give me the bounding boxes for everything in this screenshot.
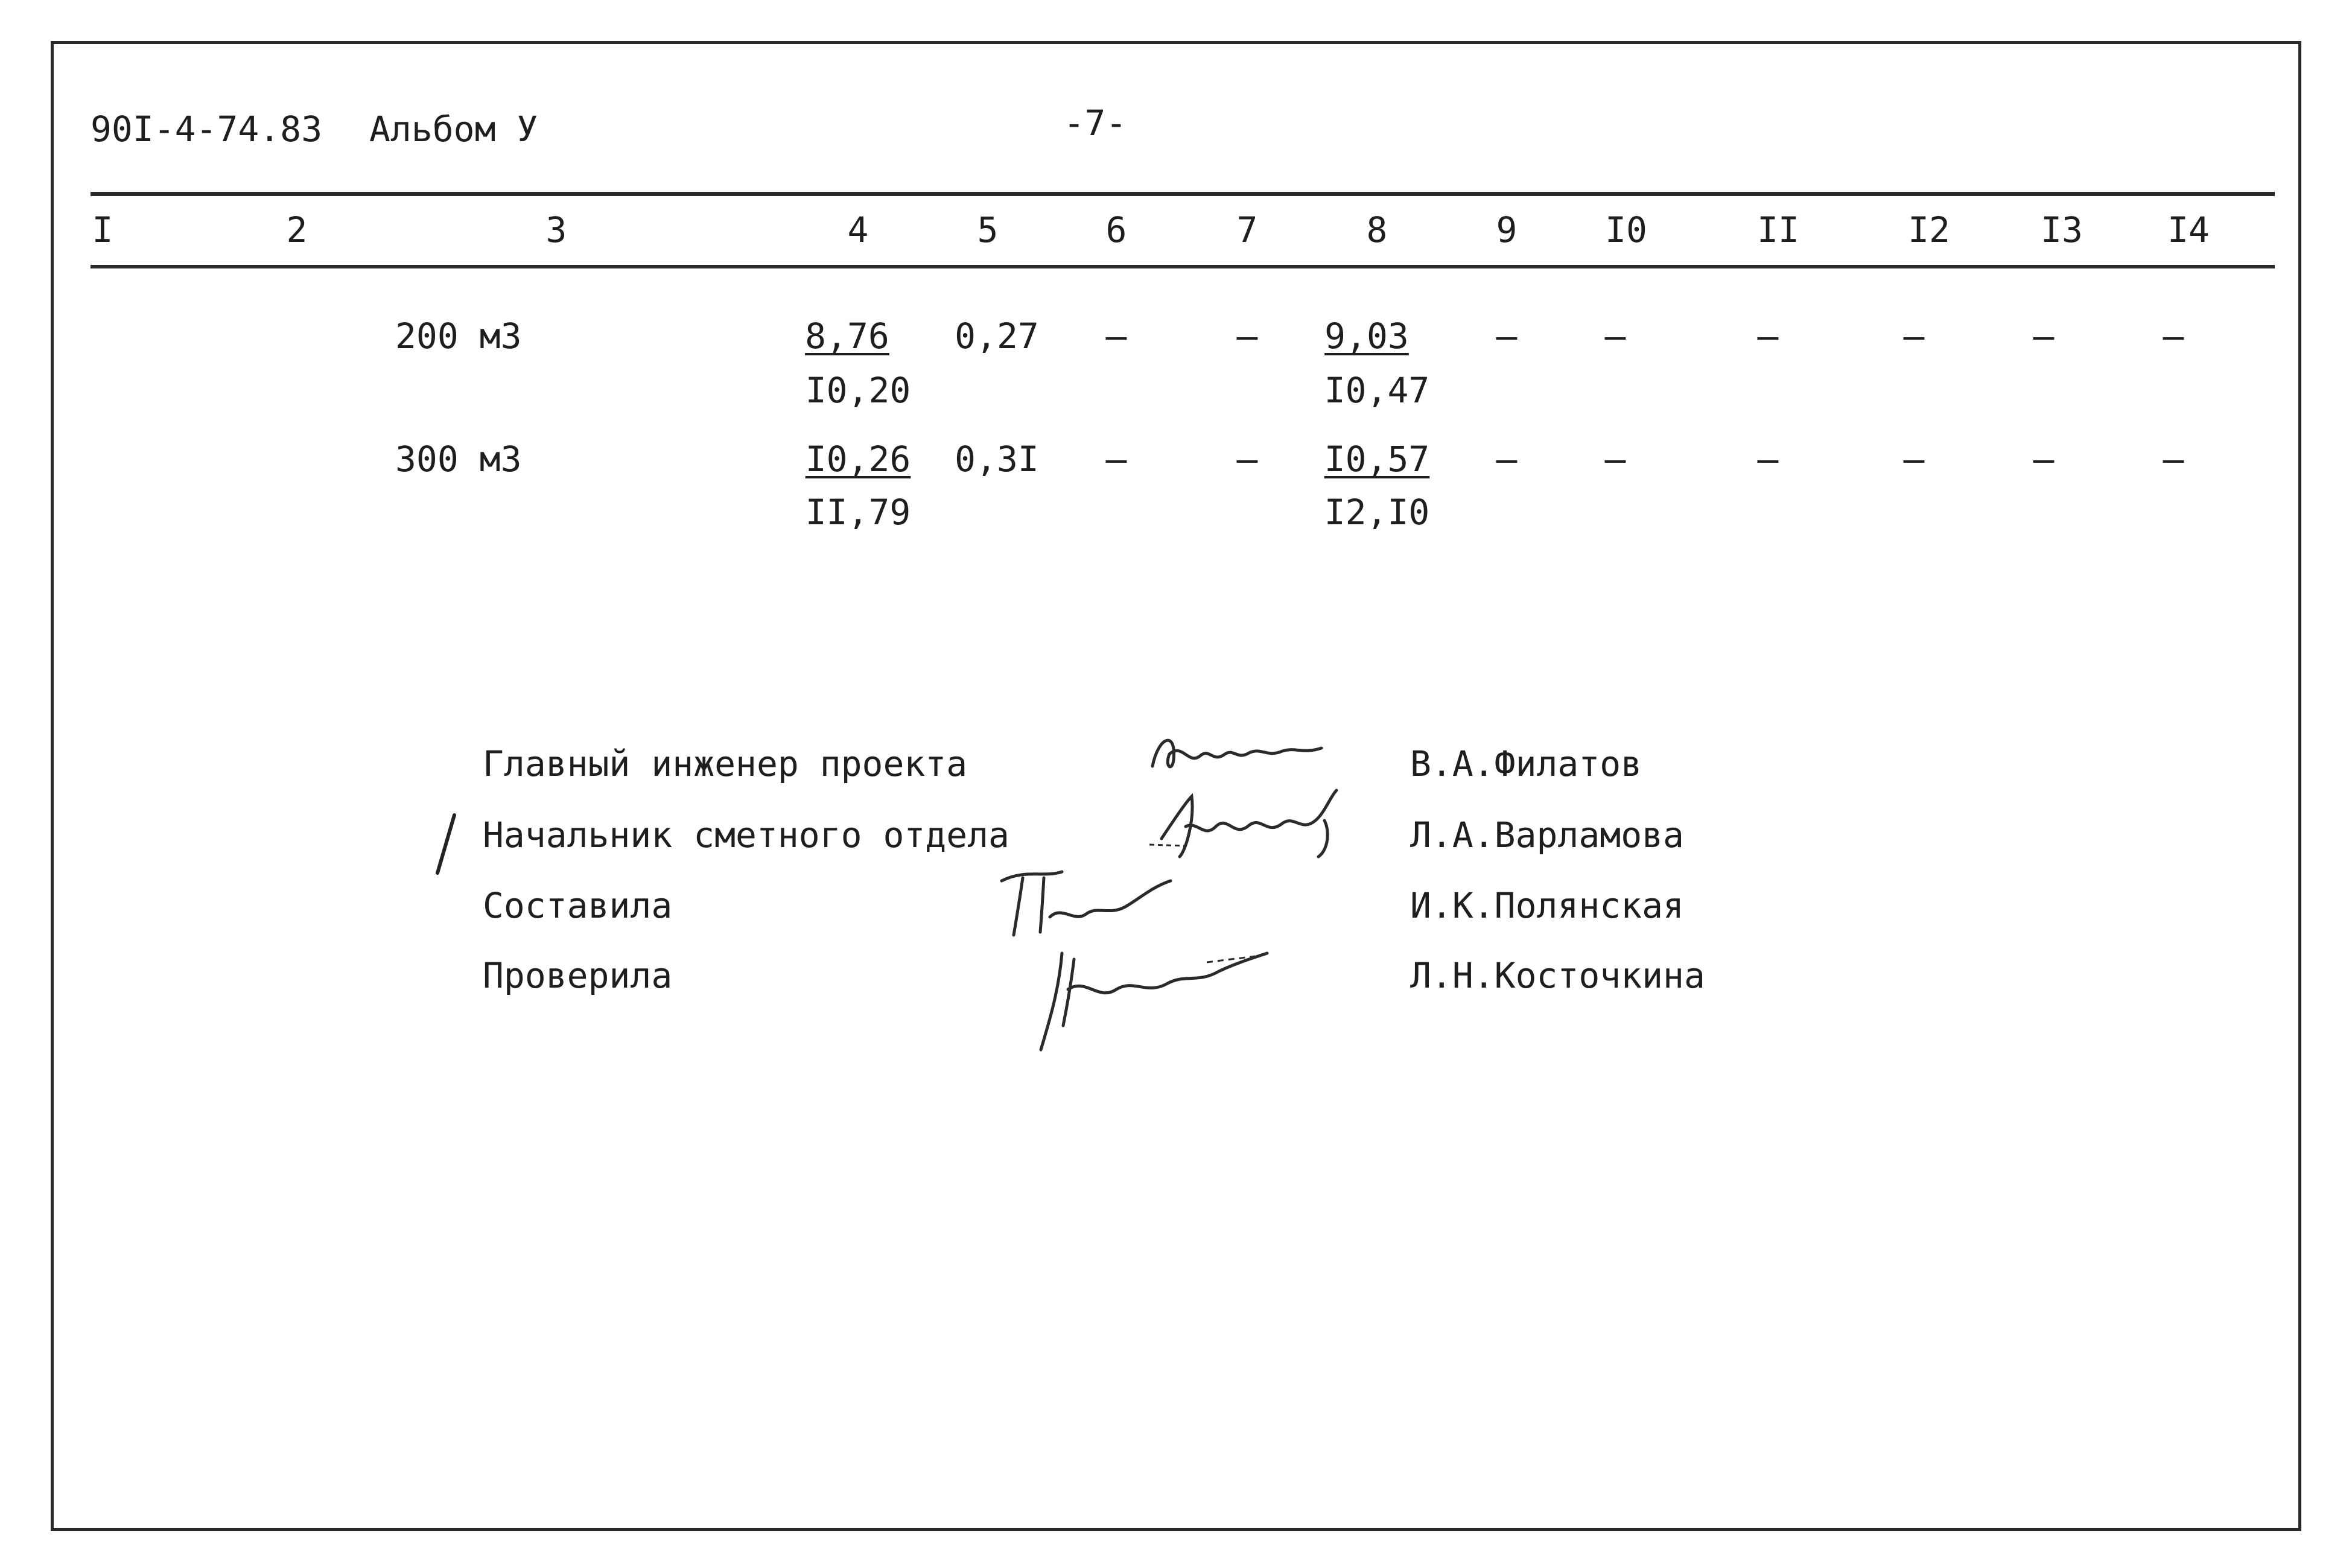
signature-name: Л.А.Варламова (1410, 814, 1684, 855)
cell-c14: – (2163, 439, 2184, 480)
column-header: I (92, 209, 113, 250)
cell-c4-bottom: I0,20 (805, 370, 911, 411)
cell-c4-bottom: II,79 (805, 492, 911, 533)
handwritten-signature (990, 863, 1195, 947)
cell-c6: – (1105, 439, 1127, 480)
cell-c8-bottom: I0,47 (1324, 370, 1430, 411)
cell-c8-top: 9,03 (1324, 316, 1409, 357)
document-code: 90I-4-74.83 (91, 109, 323, 150)
column-header: 7 (1236, 209, 1258, 250)
handwritten-signature (1143, 784, 1361, 875)
page-number: -7- (1063, 103, 1127, 144)
cell-c8-bottom: I2,I0 (1324, 492, 1430, 533)
column-header: 3 (545, 209, 567, 250)
cell-c5: 0,27 (955, 316, 1039, 357)
cell-c10: – (1604, 316, 1626, 357)
margin-mark (431, 811, 462, 878)
row-name: 300 м3 (395, 439, 522, 480)
signature-name: И.К.Полянская (1410, 885, 1684, 926)
cell-c7: – (1236, 439, 1258, 480)
column-header: I4 (2167, 209, 2210, 250)
cell-c11: – (1757, 316, 1779, 357)
cell-c9: – (1496, 316, 1518, 357)
column-header: 8 (1366, 209, 1388, 250)
cell-c12: – (1903, 316, 1925, 357)
column-header: 2 (286, 209, 308, 250)
cell-c5: 0,3I (955, 439, 1039, 480)
signature-role: Главный инженер проекта (483, 743, 968, 784)
cell-c6: – (1105, 316, 1127, 357)
signature-role: Составила (483, 885, 673, 926)
cell-c9: – (1496, 439, 1518, 480)
cell-c4-top: 8,76 (805, 316, 889, 357)
cell-c14: – (2163, 316, 2184, 357)
signature-name: В.А.Филатов (1410, 743, 1642, 784)
handwritten-signature (1026, 935, 1279, 1056)
cell-c13: – (2033, 316, 2055, 357)
signature-role: Начальник сметного отдела (483, 814, 1009, 855)
column-header: II (1757, 209, 1799, 250)
column-header: I3 (2041, 209, 2083, 250)
cell-c8-top: I0,57 (1324, 439, 1430, 480)
column-header: I0 (1605, 209, 1647, 250)
cell-c10: – (1604, 439, 1626, 480)
column-header: 5 (977, 209, 999, 250)
signature-role: Проверила (483, 955, 673, 996)
cell-c13: – (2033, 439, 2055, 480)
header-rule-bottom (91, 265, 2275, 268)
handwritten-signature (1140, 718, 1340, 784)
signature-name: Л.Н.Косточкина (1410, 955, 1705, 996)
cell-c12: – (1903, 439, 1925, 480)
header-rule-top (91, 192, 2275, 196)
cell-c4-top: I0,26 (805, 439, 911, 480)
cell-c7: – (1236, 316, 1258, 357)
column-header: 9 (1496, 209, 1518, 250)
album-label: Альбом У (369, 109, 538, 150)
column-header: 6 (1105, 209, 1127, 250)
column-header: 4 (847, 209, 869, 250)
row-name: 200 м3 (395, 316, 522, 357)
cell-c11: – (1757, 439, 1779, 480)
column-header: I2 (1908, 209, 1950, 250)
